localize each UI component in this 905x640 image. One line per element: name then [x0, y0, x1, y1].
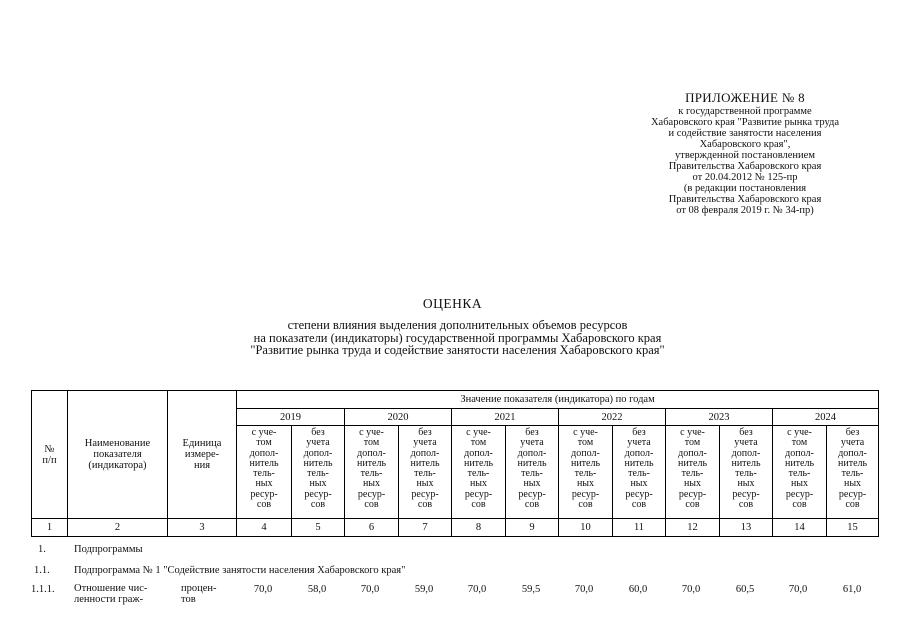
- column-number: 6: [345, 519, 399, 537]
- column-number: 7: [399, 519, 452, 537]
- header-values-by-year: Значение показателя (индикатора) по годам: [237, 391, 879, 409]
- row-number: 1.1.1.: [31, 584, 55, 595]
- column-number: 9: [506, 519, 559, 537]
- value-cell: 60,0: [628, 584, 648, 595]
- table-row: [31, 584, 891, 614]
- header-with-additional: с уче- том допол- нитель тель- ных ресур- сов: [237, 426, 292, 519]
- header-without-additional: без учета допол- нитель тель- ных ресур- сов: [292, 426, 345, 519]
- column-number: 2: [68, 519, 168, 537]
- appendix-line: к государственной программе: [678, 106, 812, 117]
- header-with-additional: с уче- том допол- нитель тель- ных ресур- сов: [452, 426, 506, 519]
- indicator-table: [31, 390, 879, 537]
- header-without-additional: без учета допол- нитель тель- ных ресур- сов: [613, 426, 666, 519]
- appendix-heading: ПРИЛОЖЕНИЕ № 8: [685, 90, 805, 105]
- value-cell: 70,0: [574, 584, 594, 595]
- title-line: на показатели (индикаторы) государственной программы Хабаровского края: [253, 330, 662, 345]
- header-year: 2019: [237, 409, 345, 426]
- row-text: Подпрограммы: [74, 544, 143, 555]
- value-cell: 59,0: [414, 584, 434, 595]
- appendix-line: Хабаровского края "Развитие рынка труда: [650, 117, 840, 128]
- appendix-line: Хабаровского края",: [699, 139, 791, 150]
- appendix-line: утвержденной постановлением: [675, 150, 815, 161]
- column-number: 13: [720, 519, 773, 537]
- appendix-line: Правительства Хабаровского края: [668, 194, 822, 205]
- appendix-line: от 08 февраля 2019 г. № 34-пр): [676, 205, 814, 216]
- header-no: № п/п: [32, 391, 68, 519]
- row-text: Подпрограмма № 1 "Содействие занятости населения Хабаровского края": [74, 565, 406, 576]
- header-with-additional: с уче- том допол- нитель тель- ных ресур- сов: [559, 426, 613, 519]
- value-cell: 70,0: [681, 584, 701, 595]
- row-unit: процен- тов: [181, 583, 217, 605]
- column-number: 12: [666, 519, 720, 537]
- value-cell: 70,0: [360, 584, 380, 595]
- column-number: 15: [827, 519, 879, 537]
- title-line: степени влияния выделения дополнительных объемов ресурсов: [287, 318, 628, 332]
- document-title-block: [0, 296, 905, 357]
- appendix-line: от 20.04.2012 № 125-пр: [692, 172, 798, 183]
- value-cell: 60,5: [735, 584, 755, 595]
- column-number: 5: [292, 519, 345, 537]
- column-number: 14: [773, 519, 827, 537]
- row-indicator-name: Отношение чис- ленности граж-: [74, 583, 148, 605]
- header-with-additional: с уче- том допол- нитель тель- ных ресур- сов: [773, 426, 827, 519]
- row-number: 1.1.: [34, 565, 50, 576]
- header-without-additional: без учета допол- нитель тель- ных ресур- сов: [827, 426, 879, 519]
- header-indicator-name: Наименование показателя (индикатора): [68, 391, 168, 519]
- column-number: 10: [559, 519, 613, 537]
- header-with-additional: с уче- том допол- нитель тель- ных ресур- сов: [345, 426, 399, 519]
- column-number: 4: [237, 519, 292, 537]
- value-cell: 70,0: [788, 584, 808, 595]
- header-with-additional: с уче- том допол- нитель тель- ных ресур- сов: [666, 426, 720, 519]
- header-without-additional: без учета допол- нитель тель- ных ресур- сов: [399, 426, 452, 519]
- appendix-block: [620, 90, 870, 216]
- value-cell: 70,0: [467, 584, 487, 595]
- header-without-additional: без учета допол- нитель тель- ных ресур- сов: [720, 426, 773, 519]
- header-year: 2020: [345, 409, 452, 426]
- row-number: 1.: [38, 544, 46, 555]
- value-cell: 59,5: [521, 584, 541, 595]
- column-number: 11: [613, 519, 666, 537]
- column-number: 3: [168, 519, 237, 537]
- appendix-line: и содействие занятости населения: [668, 128, 822, 139]
- header-year: 2023: [666, 409, 773, 426]
- value-cell: 70,0: [253, 584, 273, 595]
- title-line: "Развитие рынка труда и содействие занятости населения Хабаровского края": [250, 343, 665, 357]
- value-cell: 58,0: [307, 584, 327, 595]
- value-cell: 61,0: [842, 584, 862, 595]
- appendix-line: (в редакции постановления: [683, 183, 807, 194]
- header-year: 2024: [773, 409, 879, 426]
- appendix-line: Правительства Хабаровского края: [668, 161, 822, 172]
- column-number: 1: [32, 519, 68, 537]
- document-title: ОЦЕНКА: [422, 296, 483, 311]
- header-unit: Единица измере- ния: [168, 391, 237, 519]
- header-year: 2022: [559, 409, 666, 426]
- header-year: 2021: [452, 409, 559, 426]
- header-without-additional: без учета допол- нитель тель- ных ресур- сов: [506, 426, 559, 519]
- column-number: 8: [452, 519, 506, 537]
